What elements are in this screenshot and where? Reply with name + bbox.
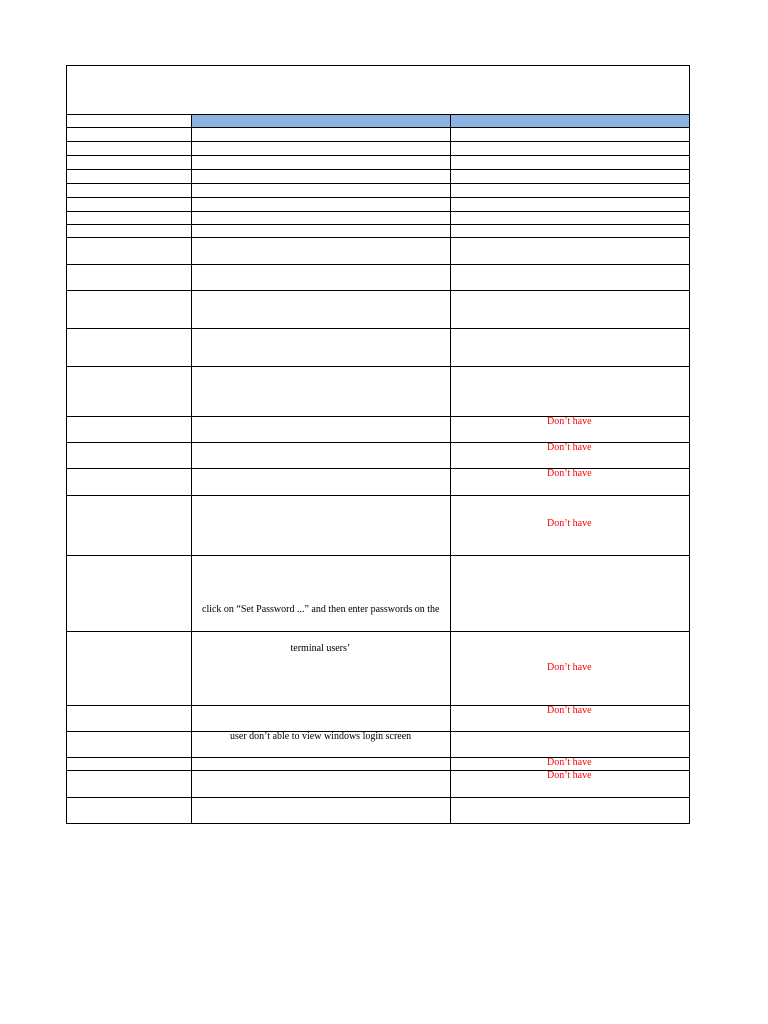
row-divider [67,366,689,367]
row-divider [67,631,689,632]
row-divider [67,211,689,212]
cell-status: Don’t have [547,757,592,768]
row-divider [67,155,689,156]
cell-status: Don’t have [547,662,592,673]
row-divider [67,127,689,128]
row-divider [67,290,689,291]
row-divider [67,468,689,469]
row-divider [67,770,689,771]
row-divider [67,237,689,238]
cell-status: Don’t have [547,416,592,427]
row-divider [67,183,689,184]
row-divider [67,555,689,556]
column-divider [191,114,192,823]
row-divider [67,495,689,496]
cell-note-set-password: click on “Set Password ...” and then enter passwords on the [202,604,440,615]
row-divider [67,169,689,170]
row-divider [67,416,689,417]
row-divider [67,114,689,115]
row-divider [67,141,689,142]
spreadsheet-table [66,65,690,824]
cell-status: Don’t have [547,705,592,716]
row-divider [67,328,689,329]
cell-status: Don’t have [547,468,592,479]
row-divider [67,224,689,225]
cell-note-terminal-users: terminal users’ [290,643,351,654]
row-divider [67,264,689,265]
row-divider [67,757,689,758]
cell-status: Don’t have [547,770,592,781]
row-divider [67,197,689,198]
row-divider [67,823,689,824]
header-row-fill [192,115,689,127]
row-divider [67,442,689,443]
row-divider [67,797,689,798]
title-row [67,66,689,114]
cell-status: Don’t have [547,518,592,529]
cell-note-login-screen: user don’t able to view windows login screen [230,731,412,742]
cell-status: Don’t have [547,442,592,453]
row-divider [67,705,689,706]
column-divider [450,114,451,823]
